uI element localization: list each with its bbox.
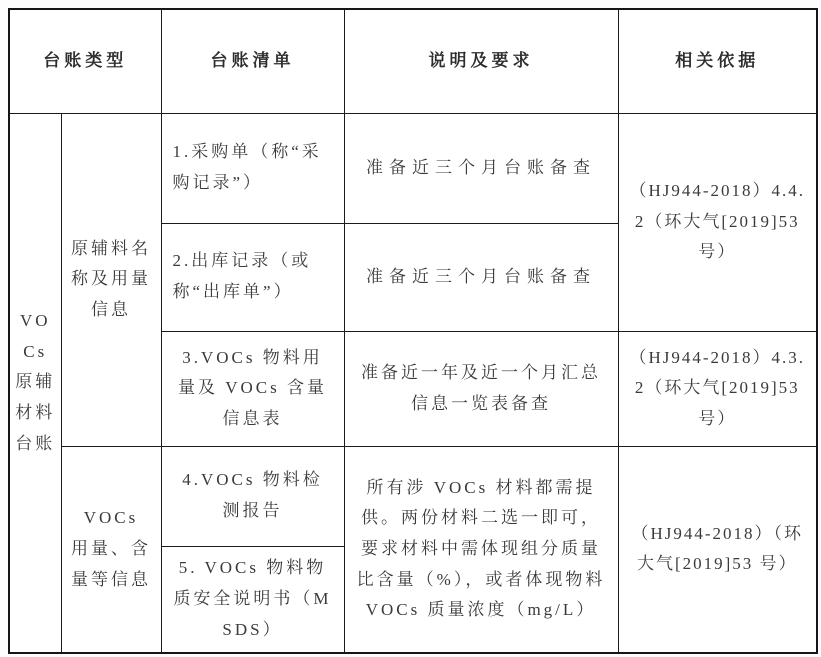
- header-requirements: 说明及要求: [344, 9, 618, 113]
- subtype-content-info-cell: VOCs 用量、含量等信息: [61, 446, 161, 653]
- basis-cell-r4-r5: （HJ944-2018）（环大气[2019]53 号）: [618, 446, 817, 653]
- item-cell-test-report: 4.VOCs 物料检测报告: [161, 446, 344, 546]
- basis-cell-r1-r2: （HJ944-2018）4.4.2（环大气[2019]53 号）: [618, 113, 817, 331]
- basis-cell-r3: （HJ944-2018）4.3.2（环大气[2019]53 号）: [618, 331, 817, 446]
- header-ledger-list: 台账清单: [161, 9, 344, 113]
- item-cell-usage-content-table: 3.VOCs 物料用量及 VOCs 含量信息表: [161, 331, 344, 446]
- requirement-cell-r1: 准备近三个月台账备查: [344, 113, 618, 223]
- item-cell-outbound-record: 2.出库记录（或称“出库单”）: [161, 223, 344, 331]
- subtype-usage-info-cell: 原辅料名称及用量信息: [61, 113, 161, 446]
- category-cell: VOCs 原辅材料台账: [9, 113, 61, 653]
- requirement-cell-r4-r5: 所有涉 VOCs 材料都需提供。两份材料二选一即可，要求材料中需体现组分质量比含量（%），或者体现物料 VOCs 质量浓度（mg/L）: [344, 446, 618, 653]
- table-row-4: [9, 446, 817, 546]
- vocs-ledger-table: [8, 8, 818, 654]
- table-row-1: [9, 113, 817, 223]
- header-row: [9, 9, 817, 113]
- item-cell-msds: 5. VOCs 物料物质安全说明书（MSDS）: [161, 546, 344, 653]
- requirement-cell-r3: 准备近一年及近一个月汇总信息一览表备查: [344, 331, 618, 446]
- header-ledger-type: 台账类型: [9, 9, 161, 113]
- item-cell-purchase-order: 1.采购单（称“采购记录”）: [161, 113, 344, 223]
- requirement-cell-r2: 准备近三个月台账备查: [344, 223, 618, 331]
- header-basis: 相关依据: [618, 9, 817, 113]
